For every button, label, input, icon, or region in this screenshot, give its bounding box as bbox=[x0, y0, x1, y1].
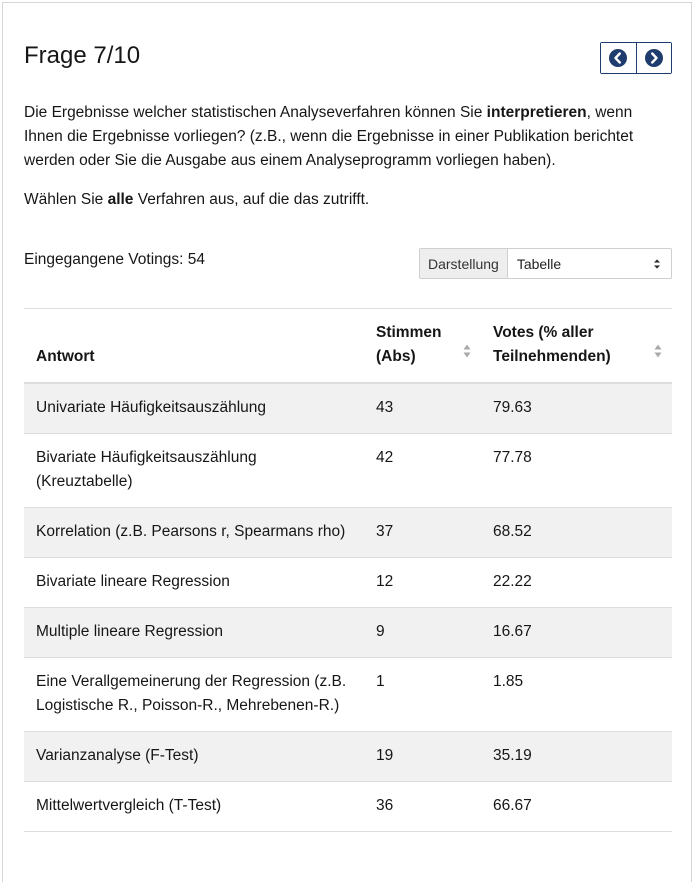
cell-pct: 1.85 bbox=[481, 658, 672, 732]
display-label: Darstellung bbox=[420, 249, 508, 278]
cell-abs: 1 bbox=[364, 658, 481, 732]
table-row bbox=[24, 658, 672, 732]
previous-question-button[interactable] bbox=[601, 43, 636, 73]
question-navigation bbox=[600, 42, 672, 74]
column-header-pct[interactable] bbox=[481, 309, 672, 383]
table-row bbox=[24, 508, 672, 558]
instruction-bold: alle bbox=[107, 191, 134, 208]
table-row bbox=[24, 434, 672, 508]
column-header-pct-label: Votes (% aller Teilnehmenden) bbox=[493, 324, 611, 365]
table-row bbox=[24, 558, 672, 608]
cell-answer: Multiple lineare Regression bbox=[24, 608, 364, 658]
cell-pct: 22.22 bbox=[481, 558, 672, 608]
cell-pct: 68.52 bbox=[481, 508, 672, 558]
sort-icon bbox=[654, 343, 662, 359]
table-header-row bbox=[24, 309, 672, 383]
display-select[interactable] bbox=[508, 249, 671, 278]
chevron-left-circle-icon bbox=[608, 48, 628, 68]
column-header-answer: Antwort bbox=[24, 309, 364, 383]
cell-abs: 43 bbox=[364, 383, 481, 434]
cell-answer: Korrelation (z.B. Pearsons r, Spearmans rho) bbox=[24, 508, 364, 558]
column-header-abs[interactable] bbox=[364, 309, 481, 383]
cell-pct: 77.78 bbox=[481, 434, 672, 508]
table-row bbox=[24, 782, 672, 832]
cell-pct: 66.67 bbox=[481, 782, 672, 832]
cell-abs: 9 bbox=[364, 608, 481, 658]
cell-abs: 12 bbox=[364, 558, 481, 608]
page-title: Frage 7/10 bbox=[24, 42, 141, 69]
cell-pct: 79.63 bbox=[481, 383, 672, 434]
cell-answer: Bivariate lineare Regression bbox=[24, 558, 364, 608]
cell-pct: 35.19 bbox=[481, 732, 672, 782]
cell-abs: 36 bbox=[364, 782, 481, 832]
cell-answer: Bivariate Häufigkeitsauszählung (Kreuztabelle) bbox=[24, 434, 364, 508]
chevron-right-circle-icon bbox=[644, 48, 664, 68]
cell-abs: 19 bbox=[364, 732, 481, 782]
question-text-part2: , wenn Ihnen die Ergebnisse vorliegen? (z.B., wenn die Ergebnisse in einer Publikation berichtet werden oder Sie die Ausgabe aus einem Analyseprogramm vorliegen haben). bbox=[24, 104, 634, 169]
select-arrows-icon bbox=[653, 258, 661, 270]
table-row bbox=[24, 732, 672, 782]
sort-icon bbox=[463, 343, 471, 359]
cell-pct: 16.67 bbox=[481, 608, 672, 658]
table-row bbox=[24, 383, 672, 434]
cell-answer: Eine Verallgemeinerung der Regression (z.B. Logistische R., Poisson-R., Mehrebenen-R.) bbox=[24, 658, 364, 732]
cell-abs: 37 bbox=[364, 508, 481, 558]
question-text-bold: interpretieren bbox=[486, 104, 587, 121]
display-selector bbox=[419, 248, 672, 279]
cell-answer: Mittelwertvergleich (T-Test) bbox=[24, 782, 364, 832]
cell-answer: Univariate Häufigkeitsauszählung bbox=[24, 383, 364, 434]
instruction-text bbox=[24, 188, 369, 212]
results-table bbox=[24, 309, 672, 832]
cell-abs: 42 bbox=[364, 434, 481, 508]
instruction-part1: Wählen Sie bbox=[24, 191, 108, 208]
question-text-part1: Die Ergebnisse welcher statistischen Analyseverfahren können Sie bbox=[24, 104, 487, 121]
next-question-button[interactable] bbox=[636, 43, 672, 73]
table-row bbox=[24, 608, 672, 658]
display-selected-value: Tabelle bbox=[516, 255, 562, 272]
instruction-part2: Verfahren aus, auf die das zutrifft. bbox=[133, 191, 370, 208]
results-table-wrapper bbox=[24, 308, 672, 832]
cell-answer: Varianzanalyse (F-Test) bbox=[24, 732, 364, 782]
question-text bbox=[24, 101, 664, 173]
column-header-abs-label: Stimmen (Abs) bbox=[376, 324, 442, 365]
votes-count: Eingegangene Votings: 54 bbox=[24, 251, 205, 268]
